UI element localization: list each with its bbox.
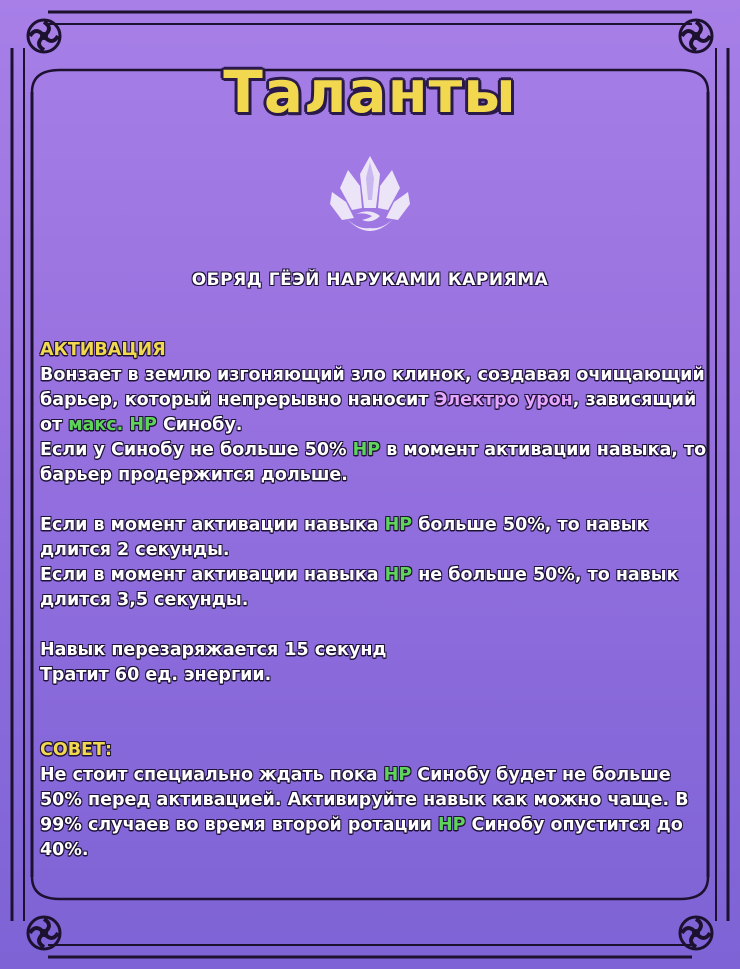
text: Вонзает в землю изгоняющий зло клинок, создавая очищающий барьер, который непрерывно наносит <box>40 365 705 410</box>
hp-term: HP <box>437 815 466 835</box>
hp-term: HP <box>384 515 413 535</box>
corner-ornament-icon <box>672 12 720 60</box>
electro-damage-term: Электро урон <box>434 390 573 410</box>
electro-emblem-icon <box>326 152 414 242</box>
corner-ornament-icon <box>672 909 720 957</box>
text: , зависящий от <box>40 390 697 435</box>
hp-term: HP <box>129 415 157 435</box>
text: Если в момент активации навыка <box>40 515 385 535</box>
text: Синобу будет не больше 50% перед активацией. Активируйте навык как можно чаще. В 99% случаев во время второй ротации <box>40 765 689 835</box>
talent-name: ОБРЯД ГЁЭЙ НАРУКАМИ КАРИЯМА <box>191 270 549 290</box>
corner-ornament-icon <box>20 12 68 60</box>
advice-heading: СОВЕТ: <box>40 740 112 760</box>
corner-ornament-icon <box>20 909 68 957</box>
page-title: Таланты <box>223 58 517 126</box>
text: в момент активации навыка, то барьер продержится дольше. <box>40 440 707 485</box>
activation-paragraph-1 <box>40 363 710 438</box>
advice-paragraph <box>40 763 710 863</box>
activation-paragraph-4 <box>40 563 710 613</box>
text: не больше 50%, то навык длится 3,5 секунды. <box>40 565 679 610</box>
text: больше 50%, то навык длится 2 секунды. <box>40 515 649 560</box>
activation-heading: АКТИВАЦИЯ <box>40 340 166 360</box>
text: Синобу опустится до 40%. <box>40 815 683 860</box>
talent-description <box>40 338 710 863</box>
text: Если у Синобу не больше 50% <box>40 440 353 460</box>
cooldown-text: Навык перезаряжается 15 секунд <box>40 640 387 660</box>
activation-paragraph-3 <box>40 513 710 563</box>
activation-paragraph-2 <box>40 438 710 488</box>
energy-cost-text: Тратит 60 ед. энергии. <box>40 665 272 685</box>
max-term: макс. <box>68 415 124 435</box>
text: Синобу. <box>156 415 243 435</box>
text: Если в момент активации навыка <box>40 565 385 585</box>
text: Не стоит специально ждать пока <box>40 765 384 785</box>
hp-term: HP <box>383 765 412 785</box>
hp-term: HP <box>384 565 413 585</box>
hp-term: HP <box>352 440 381 460</box>
